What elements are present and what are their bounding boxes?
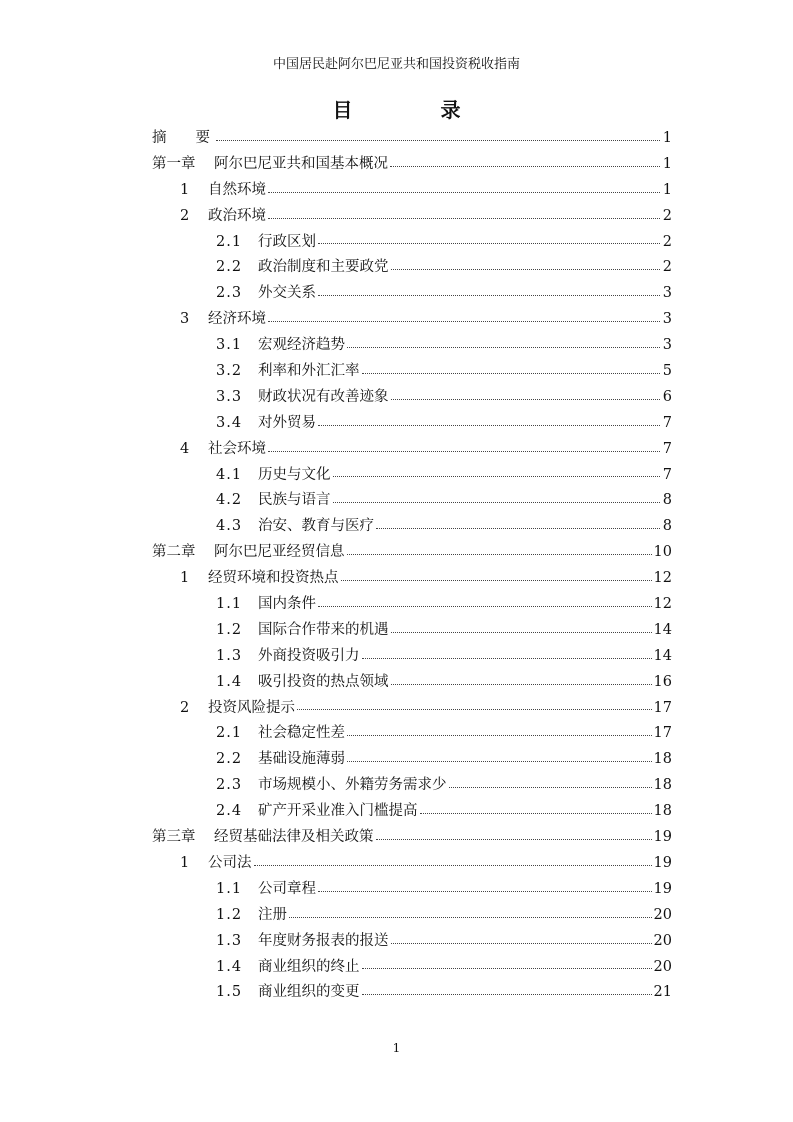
toc-entry-number: 1.3 bbox=[216, 647, 243, 664]
toc-entry[interactable] bbox=[152, 773, 672, 799]
toc-entry-number: 第三章 bbox=[152, 829, 196, 846]
toc-entry[interactable] bbox=[152, 437, 672, 463]
toc-entry-page: 10 bbox=[653, 544, 672, 561]
toc-entry[interactable] bbox=[152, 799, 672, 825]
toc-entry-number: 3.4 bbox=[216, 414, 243, 431]
toc-entry-number: 摘 要 bbox=[152, 130, 210, 146]
toc-entry[interactable] bbox=[152, 670, 672, 696]
toc-entry-number: 4 bbox=[180, 440, 190, 457]
toc-entry[interactable] bbox=[152, 307, 672, 333]
toc-entry-number: 1 bbox=[180, 181, 190, 198]
toc-dot-leader bbox=[341, 580, 652, 581]
toc-entry-number: 3.2 bbox=[216, 363, 243, 380]
toc-entry-page: 18 bbox=[653, 751, 672, 768]
toc-dot-leader bbox=[318, 243, 660, 244]
toc-entry-number: 4.1 bbox=[216, 466, 243, 483]
toc-entry-number: 2.1 bbox=[216, 233, 243, 250]
toc-entry-title: 阿尔巴尼亚共和国基本概况 bbox=[214, 155, 388, 172]
toc-entry-number: 2.1 bbox=[216, 725, 243, 742]
toc-entry[interactable] bbox=[152, 281, 672, 307]
toc-entry-title: 政治环境 bbox=[208, 207, 266, 224]
toc-dot-leader bbox=[420, 813, 652, 814]
toc-entry-page: 19 bbox=[653, 880, 672, 897]
toc-entry[interactable] bbox=[152, 488, 672, 514]
toc-entry[interactable] bbox=[152, 980, 672, 1006]
toc-dot-leader bbox=[362, 658, 652, 659]
toc-entry[interactable] bbox=[152, 152, 672, 178]
toc-dot-leader bbox=[449, 787, 652, 788]
toc-dot-leader bbox=[216, 140, 660, 141]
toc-dot-leader bbox=[347, 347, 660, 348]
toc-entry[interactable] bbox=[152, 851, 672, 877]
toc-entry-page: 3 bbox=[662, 337, 672, 354]
toc-entry[interactable] bbox=[152, 747, 672, 773]
toc-dot-leader bbox=[390, 166, 660, 167]
toc-entry-page: 21 bbox=[653, 984, 672, 1001]
toc-dot-leader bbox=[297, 709, 652, 710]
toc-entry-title: 阿尔巴尼亚经贸信息 bbox=[214, 544, 345, 561]
toc-entry-title: 社会环境 bbox=[208, 440, 266, 457]
toc-entry-title: 历史与文化 bbox=[258, 466, 331, 483]
toc-entry[interactable] bbox=[152, 463, 672, 489]
toc-entry-page: 2 bbox=[662, 233, 672, 250]
toc-entry-title: 矿产开采业准入门槛提高 bbox=[258, 803, 418, 820]
toc-entry-page: 17 bbox=[653, 725, 672, 742]
toc-dot-leader bbox=[347, 554, 652, 555]
toc-entry[interactable] bbox=[152, 540, 672, 566]
toc-entry-title: 注册 bbox=[258, 906, 287, 923]
toc-entry-title: 公司法 bbox=[208, 854, 252, 871]
toc-entry-title: 基础设施薄弱 bbox=[258, 751, 345, 768]
toc-dot-leader bbox=[376, 528, 660, 529]
toc-entry-number: 3.1 bbox=[216, 337, 243, 354]
toc-entry[interactable] bbox=[152, 825, 672, 851]
toc-dot-leader bbox=[391, 684, 652, 685]
toc-entry-page: 12 bbox=[653, 596, 672, 613]
toc-entry-title: 国际合作带来的机遇 bbox=[258, 621, 389, 638]
toc-entry-page: 1 bbox=[662, 130, 672, 146]
toc-entry-page: 2 bbox=[662, 259, 672, 276]
toc-entry-page: 7 bbox=[662, 466, 672, 483]
toc-dot-leader bbox=[362, 968, 652, 969]
toc-dot-leader bbox=[333, 476, 661, 477]
toc-entry-number: 第一章 bbox=[152, 155, 196, 172]
toc-dot-leader bbox=[318, 425, 660, 426]
toc-dot-leader bbox=[347, 735, 652, 736]
toc-dot-leader bbox=[268, 321, 660, 322]
toc-dot-leader bbox=[376, 839, 652, 840]
toc-entry-number: 1.2 bbox=[216, 621, 243, 638]
toc-entry[interactable] bbox=[152, 333, 672, 359]
toc-entry[interactable] bbox=[152, 696, 672, 722]
toc-dot-leader bbox=[362, 994, 652, 995]
toc-entry-number: 1.4 bbox=[216, 673, 243, 690]
toc-entry[interactable] bbox=[152, 514, 672, 540]
toc-title: 目 录 bbox=[332, 98, 495, 122]
toc-entry-number: 2 bbox=[180, 699, 190, 716]
toc-entry-page: 6 bbox=[662, 388, 672, 405]
toc-entry[interactable] bbox=[152, 411, 672, 437]
toc-dot-leader bbox=[347, 761, 652, 762]
toc-dot-leader bbox=[268, 218, 660, 219]
toc-entry[interactable] bbox=[152, 255, 672, 281]
toc-entry-number: 1.5 bbox=[216, 984, 243, 1001]
toc-entry-title: 对外贸易 bbox=[258, 414, 316, 431]
toc-entry-title: 商业组织的终止 bbox=[258, 958, 360, 975]
toc-entry-number: 1 bbox=[180, 854, 190, 871]
toc-dot-leader bbox=[254, 865, 652, 866]
toc-dot-leader bbox=[391, 943, 652, 944]
toc-entry[interactable] bbox=[152, 721, 672, 747]
toc-entry-title: 公司章程 bbox=[258, 880, 316, 897]
toc-entry-number: 3.3 bbox=[216, 388, 243, 405]
toc-dot-leader bbox=[391, 399, 661, 400]
toc-entry[interactable] bbox=[152, 644, 672, 670]
toc-entry-number: 3 bbox=[180, 311, 190, 328]
toc-entry-number: 2.2 bbox=[216, 751, 243, 768]
toc-entry-number: 1.2 bbox=[216, 906, 243, 923]
toc-entry[interactable] bbox=[152, 359, 672, 385]
toc-entry-title: 投资风险提示 bbox=[208, 699, 295, 716]
toc-entry-number: 1 bbox=[180, 570, 190, 587]
toc-dot-leader bbox=[268, 451, 660, 452]
toc-entry[interactable] bbox=[152, 204, 672, 230]
toc-entry[interactable] bbox=[152, 178, 672, 204]
toc-dot-leader bbox=[391, 269, 661, 270]
toc-dot-leader bbox=[268, 192, 660, 193]
toc-entry-title: 利率和外汇汇率 bbox=[258, 363, 360, 380]
toc-dot-leader bbox=[362, 373, 661, 374]
toc-entry-page: 7 bbox=[662, 414, 672, 431]
toc-entry-title: 经贸环境和投资热点 bbox=[208, 570, 339, 587]
running-header: 中国居民赴阿尔巴尼亚共和国投资税收指南 bbox=[272, 57, 520, 72]
toc-entry-title: 年度财务报表的报送 bbox=[258, 932, 389, 949]
toc-entry-number: 1.3 bbox=[216, 932, 243, 949]
toc-entry-title: 国内条件 bbox=[258, 596, 316, 613]
toc-entry-page: 18 bbox=[653, 777, 672, 794]
toc-entry-title: 民族与语言 bbox=[258, 492, 331, 509]
toc-entry[interactable] bbox=[152, 385, 672, 411]
toc-entry-number: 第二章 bbox=[152, 544, 196, 561]
toc-entry[interactable] bbox=[152, 929, 672, 955]
toc-entry-page: 3 bbox=[662, 311, 672, 328]
toc-entry-page: 14 bbox=[653, 621, 672, 638]
toc-entry[interactable] bbox=[152, 877, 672, 903]
toc-entry-page: 20 bbox=[653, 906, 672, 923]
toc-entry-title: 市场规模小、外籍劳务需求少 bbox=[258, 777, 447, 794]
toc-entry-title: 治安、教育与医疗 bbox=[258, 518, 374, 535]
toc-entry[interactable] bbox=[152, 126, 672, 152]
toc-entry-page: 5 bbox=[662, 363, 672, 380]
toc-entry-page: 3 bbox=[662, 285, 672, 302]
toc-entry-page: 19 bbox=[653, 829, 672, 846]
toc-entry-title: 经济环境 bbox=[208, 311, 266, 328]
toc-entry-title: 经贸基础法律及相关政策 bbox=[214, 829, 374, 846]
toc-dot-leader bbox=[289, 917, 652, 918]
toc-entry[interactable] bbox=[152, 566, 672, 592]
toc-entry-number: 1.1 bbox=[216, 880, 243, 897]
toc-entry-title: 行政区划 bbox=[258, 233, 316, 250]
toc-entry-title: 外交关系 bbox=[258, 285, 316, 302]
toc-dot-leader bbox=[391, 632, 652, 633]
toc-entry-title: 财政状况有改善迹象 bbox=[258, 388, 389, 405]
toc-entry-title: 自然环境 bbox=[208, 181, 266, 198]
toc-entry[interactable] bbox=[152, 592, 672, 618]
toc-entry-number: 2.3 bbox=[216, 777, 243, 794]
page-number: 1 bbox=[392, 1041, 401, 1055]
toc-entry-number: 2 bbox=[180, 207, 190, 224]
toc-entry-page: 8 bbox=[662, 492, 672, 509]
toc-entry[interactable] bbox=[152, 230, 672, 256]
toc-entry-page: 16 bbox=[653, 673, 672, 690]
toc-entry-title: 外商投资吸引力 bbox=[258, 647, 360, 664]
toc-entry-number: 4.3 bbox=[216, 518, 243, 535]
toc-dot-leader bbox=[318, 606, 652, 607]
toc-entry-page: 19 bbox=[653, 854, 672, 871]
toc-entry-title: 商业组织的变更 bbox=[258, 984, 360, 1001]
toc-entry-number: 2.2 bbox=[216, 259, 243, 276]
toc-entry-page: 1 bbox=[662, 155, 672, 172]
toc-entry-page: 18 bbox=[653, 803, 672, 820]
toc-entry[interactable] bbox=[152, 955, 672, 981]
toc-dot-leader bbox=[333, 502, 661, 503]
toc-entry-number: 4.2 bbox=[216, 492, 243, 509]
toc-entry-page: 17 bbox=[653, 699, 672, 716]
toc-entry-title: 社会稳定性差 bbox=[258, 725, 345, 742]
toc-entry-page: 8 bbox=[662, 518, 672, 535]
toc-entry-page: 14 bbox=[653, 647, 672, 664]
toc-entry[interactable] bbox=[152, 618, 672, 644]
toc-entry-page: 7 bbox=[662, 440, 672, 457]
toc-entry-number: 2.4 bbox=[216, 803, 243, 820]
toc-dot-leader bbox=[318, 295, 660, 296]
toc-entry-number: 1.4 bbox=[216, 958, 243, 975]
toc-entry-page: 12 bbox=[653, 570, 672, 587]
toc-dot-leader bbox=[318, 891, 652, 892]
toc-entry[interactable] bbox=[152, 903, 672, 929]
toc-entry-number: 1.1 bbox=[216, 596, 243, 613]
toc-entry-title: 宏观经济趋势 bbox=[258, 337, 345, 354]
toc-entry-page: 20 bbox=[653, 958, 672, 975]
table-of-contents bbox=[152, 126, 672, 1006]
toc-entry-number: 2.3 bbox=[216, 285, 243, 302]
toc-entry-page: 20 bbox=[653, 932, 672, 949]
toc-entry-page: 1 bbox=[662, 181, 672, 198]
toc-entry-title: 吸引投资的热点领域 bbox=[258, 673, 389, 690]
toc-entry-page: 2 bbox=[662, 207, 672, 224]
toc-entry-title: 政治制度和主要政党 bbox=[258, 259, 389, 276]
